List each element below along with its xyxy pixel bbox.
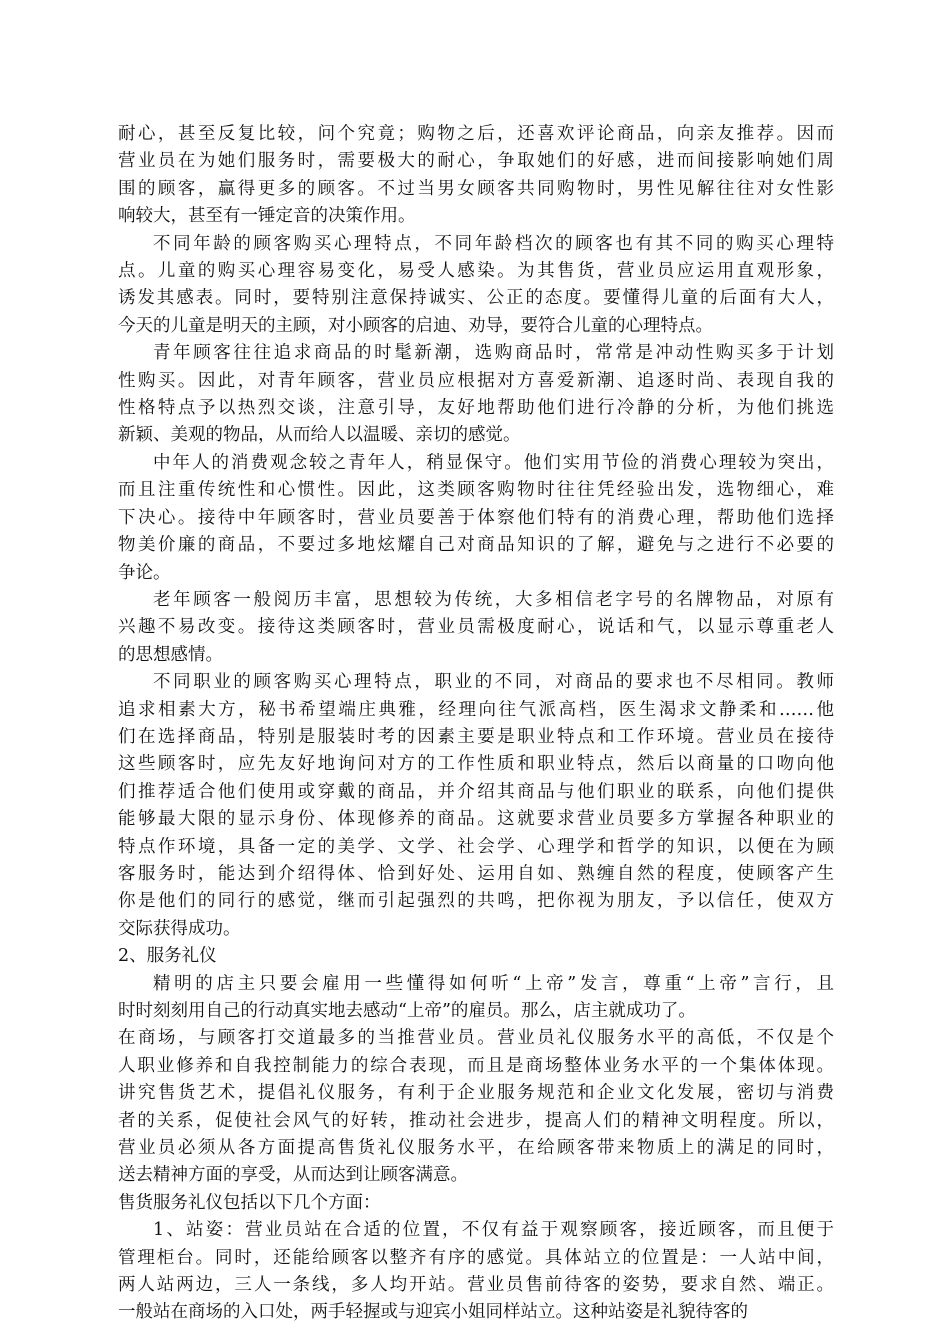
text-line: 诱发其感表。同时，要特别注意保持诚实、公正的态度。要懂得儿童的后面有大人， [118, 288, 834, 309]
text-line: 特点作环境，具备一定的美学、文学、社会学、心理学和哲学的知识，以便在为顾 [118, 836, 834, 857]
paragraph [118, 587, 834, 669]
text-line: 送去精神方面的享受，从而达到让顾客满意。 [118, 1165, 468, 1186]
text-line: 不同职业的顾客购买心理特点，职业的不同，对商品的要求也不尽相同。教师 [153, 672, 834, 693]
document-body [118, 121, 834, 1327]
text-line: 围的顾客，赢得更多的顾客。不过当男女顾客共同购物时，男性见解往往对女性影 [118, 178, 834, 199]
paragraph [118, 1025, 834, 1189]
text-line: 1、站姿：营业员站在合适的位置，不仅有益于观察顾客，接近顾客，而且便于 [153, 1220, 834, 1241]
text-line: 不同年龄的顾客购买心理特点，不同年龄档次的顾客也有其不同的购买心理特 [153, 233, 834, 254]
text-line: 能够最大限的显示身份、体现修养的商品。这就要求营业员要多方掌握各种职业的 [118, 809, 834, 830]
text-line: 精明的店主只要会雇用一些懂得如何听“上帝”发言，尊重“上帝”言行，且 [153, 973, 834, 994]
paragraph [118, 1190, 834, 1217]
text-line: 性格特点予以热烈交谈，注意引导，友好地帮助他们进行冷静的分析，为他们挑选 [118, 398, 834, 419]
text-line: 的思想感情。 [118, 644, 223, 665]
text-line: 营业员在为她们服务时，需要极大的耐心，争取她们的好感，进而间接影响她们周 [118, 151, 834, 172]
paragraph [118, 121, 834, 231]
paragraph [118, 231, 834, 341]
paragraph [118, 943, 834, 970]
text-line: 客服务时，能达到介绍得体、恰到好处、运用自如、熟缠自然的程度，使顾客产生 [118, 863, 834, 884]
paragraph [118, 669, 834, 943]
text-line: 2、服务礼仪 [118, 946, 217, 967]
paragraph [118, 1217, 834, 1327]
text-line: 两人站两边，三人一条线，多人均开站。营业员售前待客的姿势，要求自然、端正。 [118, 1275, 834, 1296]
text-line: 而且注重传统性和心惯性。因此，这类顾客购物时往往凭经验出发，选物细心，难 [118, 480, 834, 501]
text-line: 在商场，与顾客打交道最多的当推营业员。营业员礼仪服务水平的高低，不仅是个 [118, 1028, 834, 1049]
text-line: 兴趣不易改变。接待这类顾客时，营业员需极度耐心，说话和气，以显示尊重老人 [118, 617, 834, 638]
text-line: 青年顾客往往追求商品的时髦新潮，选购商品时，常常是冲动性购买多于计划 [153, 343, 834, 364]
text-line: 交际获得成功。 [118, 918, 241, 939]
text-line: 争论。 [118, 562, 171, 583]
text-line: 营业员必须从各方面提高售货礼仪服务水平，在给顾客带来物质上的满足的同时， [118, 1138, 834, 1159]
text-line: 耐心，甚至反复比较，问个究竟；购物之后，还喜欢评论商品，向亲友推荐。因而 [118, 124, 834, 144]
text-line: 人职业修养和自我控制能力的综合表现，而且是商场整体业务水平的一个集体体现。 [118, 1055, 834, 1076]
text-line: 售货服务礼仪包括以下几个方面： [118, 1192, 381, 1213]
text-line: 者的关系，促使社会风气的好转，推动社会进步，提高人们的精神文明程度。所以， [118, 1110, 834, 1131]
text-line: 点。儿童的购买心理容易变化，易受人感染。为其售货，营业员应运用直观形象， [118, 261, 834, 282]
paragraph [118, 971, 834, 1026]
text-line: 性购买。因此，对青年顾客，营业员应根据对方喜爱新潮、追逐时尚、表现自我的 [118, 370, 834, 391]
text-line: 追求相素大方，秘书希望端庄典雅，经理向往气派高档，医生渴求文静柔和……他 [118, 699, 834, 720]
text-line: 一般站在商场的入口处，两手轻握或与迎宾小姐同样站立。这种站姿是礼貌待客的 [118, 1302, 748, 1323]
text-line: 你是他们的同行的感觉，继而引起强烈的共鸣，把你视为朋友，予以信任，使双方 [118, 891, 834, 912]
paragraph [118, 340, 834, 450]
text-line: 们在选择商品，特别是服装时考的因素主要是职业特点和工作环境。营业员在接待 [118, 726, 834, 747]
text-line: 这些顾客时，应先友好地询问对方的工作性质和职业特点，然后以商量的口吻向他 [118, 754, 834, 775]
text-line: 响较大，甚至有一锤定音的决策作用。 [118, 206, 416, 227]
text-line: 物美价廉的商品，不要过多地炫耀自己对商品知识的了解，避免与之进行不必要的 [118, 535, 834, 556]
text-line: 下决心。接待中年顾客时，营业员要善于体察他们特有的消费心理，帮助他们选择 [118, 507, 834, 528]
text-line: 们推荐适合他们使用或穿戴的商品，并介绍其商品与他们职业的联系，向他们提供 [118, 781, 834, 802]
paragraph [118, 450, 834, 587]
text-line: 管理柜台。同时，还能给顾客以整齐有序的感觉。具体站立的位置是：一人站中间， [118, 1247, 834, 1268]
text-line: 中年人的消费观念较之青年人，稍显保守。他们实用节俭的消费心理较为突出， [153, 452, 834, 473]
text-line: 讲究售货艺术，提倡礼仪服务，有利于企业服务规范和企业文化发展，密切与消费 [118, 1083, 834, 1104]
text-line: 时时刻刻用自己的行动真实地去感动“上帝”的雇员。那么，店主就成功了。 [118, 1001, 696, 1021]
text-line: 今天的儿童是明天的主顾，对小顾客的启迪、劝导，要符合儿童的心理特点。 [118, 315, 713, 336]
text-line: 新颖、美观的物品，从而给人以温暖、亲切的感觉。 [118, 425, 521, 446]
text-line: 老年顾客一般阅历丰富，思想较为传统，大多相信老字号的名牌物品，对原有 [153, 589, 834, 610]
